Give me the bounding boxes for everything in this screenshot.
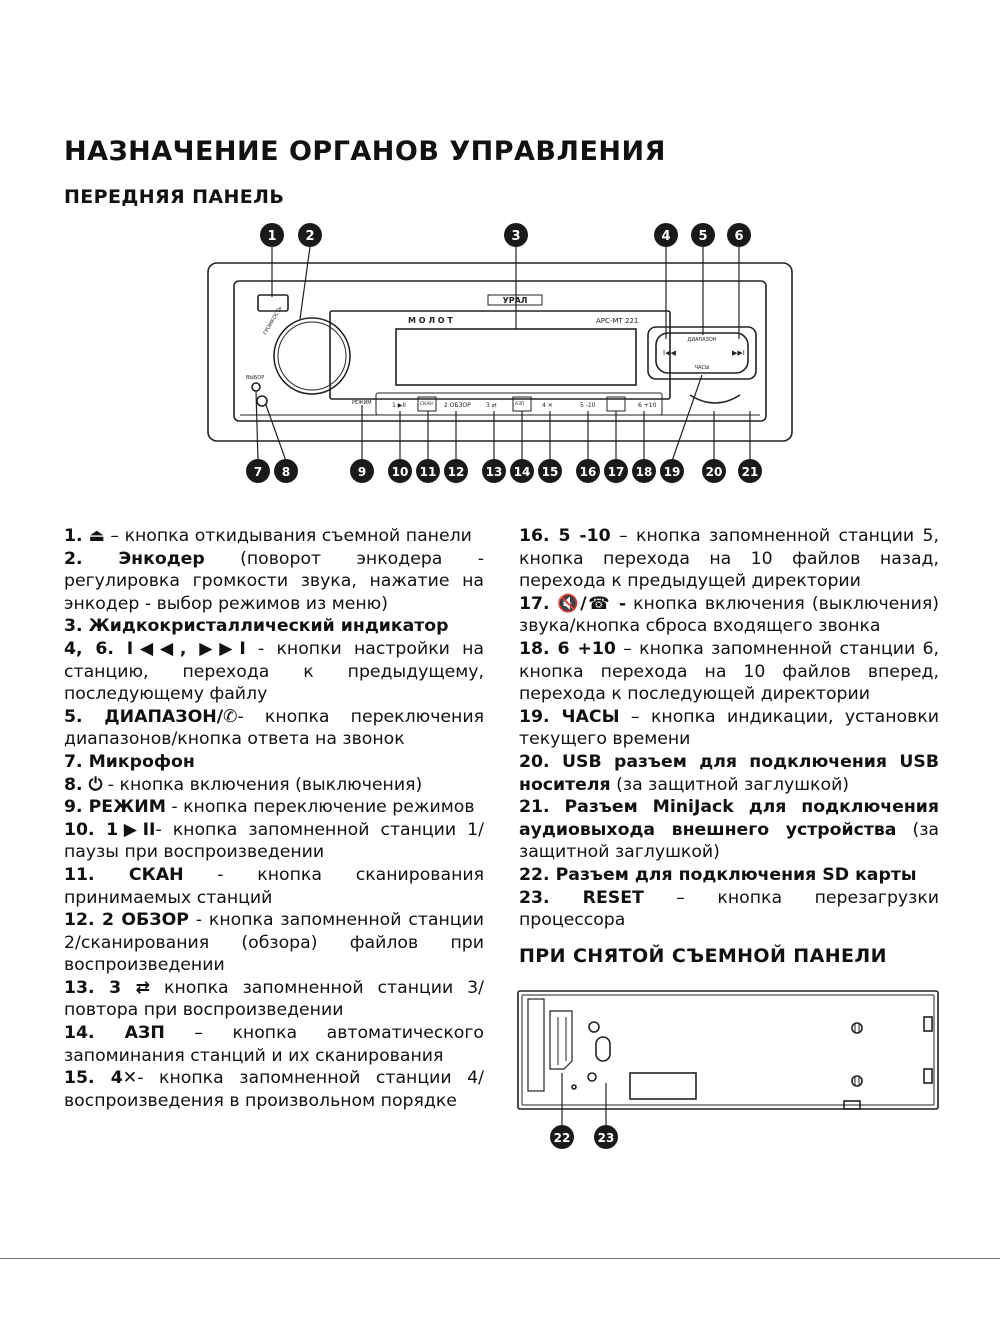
- list-item: 22. Разъем для подключения SD карты: [519, 864, 917, 885]
- band-label: ДИАПАЗОН: [687, 337, 717, 343]
- btn4-label: 4 ✕: [542, 402, 553, 409]
- btn1-label: 1 ▶II: [392, 402, 406, 409]
- callout-11: 11: [419, 465, 437, 479]
- controls-list-right: [519, 525, 939, 932]
- list-item: 12. 2 ОБЗОР - кнопка запомненной станции 2/сканирования (обзора) файлов при воспроизведении: [64, 910, 485, 976]
- callout-20: 20: [705, 465, 723, 479]
- connector-block: [630, 1073, 696, 1099]
- list-item: 14. АЗП – кнопка автоматического запоминания станций и их сканирования: [64, 1023, 484, 1066]
- list-item: 17. 🔇/☎ - кнопка включения (выключения) звука/кнопка сброса входящего звонка: [519, 593, 939, 637]
- callout-16: 16: [579, 465, 597, 479]
- callout-15: 15: [541, 465, 559, 479]
- list-item: 15. 4✕- кнопка запомненной станции 4/воспроизведения в произвольном порядке: [64, 1068, 484, 1111]
- model-label: АРС-МТ 221: [596, 317, 639, 325]
- front-panel-diagram: [0, 215, 1000, 495]
- list-item: 19. ЧАСЫ – кнопка индикации, установки текущего времени: [519, 706, 939, 750]
- mode-label: РЕЖИМ: [352, 400, 372, 406]
- callout-19: 19: [663, 465, 681, 479]
- btn2-label: 2 ОБЗОР: [444, 402, 471, 409]
- front-panel-heading: ПЕРЕДНЯЯ ПАНЕЛЬ: [64, 186, 285, 208]
- callout-10: 10: [391, 465, 409, 479]
- callout-12: 12: [447, 465, 465, 479]
- callout-18: 18: [635, 465, 653, 479]
- callout-17: 17: [607, 465, 625, 479]
- footer-divider: [0, 1258, 1000, 1259]
- list-item: 13. 3 ⇄ кнопка запомненной станции 3/повтора при воспроизведении: [64, 977, 484, 1021]
- list-item: 11. СКАН - кнопка сканирования принимаемых станций: [64, 864, 484, 908]
- sd-slot-bracket: [528, 999, 544, 1091]
- callout-23: 23: [597, 1131, 615, 1145]
- lcd-indicator: [396, 329, 636, 385]
- power-button: [257, 396, 267, 406]
- azp-label: АЗП: [515, 402, 525, 407]
- callout-4: 4: [661, 229, 671, 244]
- reset-hole: [588, 1073, 596, 1081]
- btn5-label: 5 -10: [580, 402, 596, 409]
- btn6-label: 6 +10: [638, 402, 657, 409]
- callout-2: 2: [305, 229, 315, 244]
- scan-label: СКАН: [420, 402, 433, 407]
- list-item: 1. ⏏ – кнопка откидывания съемной панели: [64, 526, 472, 546]
- list-item: 8. ⏻ - кнопка включения (выключения): [64, 774, 423, 795]
- brand-name: М О Л О Т: [408, 316, 453, 325]
- list-item: 4, 6. I◀◀, ▶▶I - кнопки настройки на станцию, перехода к предыдущему, последующему файлу: [64, 638, 484, 705]
- list-item: 16. 5 -10 – кнопка запомненной станции 5, кнопка перехода на 10 файлов назад, перехода к предыдущей директории: [519, 526, 939, 592]
- callout-22: 22: [553, 1131, 571, 1145]
- callout-1: 1: [267, 229, 277, 244]
- prev-label: I◀◀: [663, 349, 676, 357]
- removed-panel-diagram: [510, 985, 950, 1155]
- callout-8: 8: [281, 465, 291, 479]
- callout-7: 7: [253, 465, 263, 479]
- chassis-outer: [518, 991, 938, 1109]
- list-item: 3. Жидкокристаллический индикатор: [64, 616, 449, 637]
- clock-label: ЧАСЫ: [694, 365, 710, 371]
- list-item: 23. RESET – кнопка перезагрузки процессора: [519, 887, 940, 931]
- list-item: 20. USB разъем для подключения USB носителя (за защитной заглушкой): [519, 751, 939, 795]
- callout-9: 9: [357, 465, 367, 479]
- callouts-bottom: [246, 459, 762, 483]
- list-item: 10. 1▶II- кнопка запомненной станции 1/паузы при воспроизведении: [64, 819, 484, 863]
- usb-cover: [690, 395, 740, 403]
- encoder-knob: [274, 318, 350, 394]
- callout-3: 3: [511, 229, 521, 244]
- callouts-back: [550, 1125, 618, 1149]
- callouts-top: [260, 223, 751, 247]
- callout-5: 5: [698, 229, 708, 244]
- sd-card-slot: [550, 1011, 572, 1069]
- callout-6: 6: [734, 229, 744, 244]
- list-item: 9. РЕЖИМ - кнопка переключение режимов: [64, 797, 475, 818]
- callout-21: 21: [741, 465, 759, 479]
- list-item: 18. 6 +10 – кнопка запомненной станции 6, кнопка перехода на 10 файлов вперед, перехода к последующей директории: [519, 638, 939, 705]
- volume-label: ГРОМКОСТЬ: [262, 305, 284, 336]
- radio-inner-frame: [234, 281, 766, 421]
- callout-13: 13: [485, 465, 503, 479]
- page-title: НАЗНАЧЕНИЕ ОРГАНОВ УПРАВЛЕНИЯ: [64, 136, 666, 167]
- mic: [252, 383, 260, 391]
- list-item: 7. Микрофон: [64, 751, 195, 772]
- radio-outer-frame: [208, 263, 792, 441]
- select-label: ВЫБОР: [246, 375, 265, 381]
- list-item: 2. Энкодер (поворот энкодера - регулировка громкости звука, нажатие на энкодер - выбор режимов из меню): [64, 548, 484, 614]
- next-label: ▶▶I: [732, 349, 745, 357]
- removed-panel-heading: ПРИ СНЯТОЙ СЪЕМНОЙ ПАНЕЛИ: [519, 945, 887, 967]
- list-item: 21. Разъем MiniJack для подключения аудиовыхода внешнего устройства (за защитной заглушкой): [519, 797, 939, 863]
- callout-14: 14: [513, 465, 531, 479]
- btn3-label: 3 ⇄: [486, 402, 497, 409]
- brand-logo: УРАЛ: [502, 296, 528, 305]
- list-item: 5. ДИАПАЗОН/✆- кнопка переключения диапазонов/кнопка ответа на звонок: [64, 706, 484, 750]
- controls-list-left: [64, 525, 484, 1112]
